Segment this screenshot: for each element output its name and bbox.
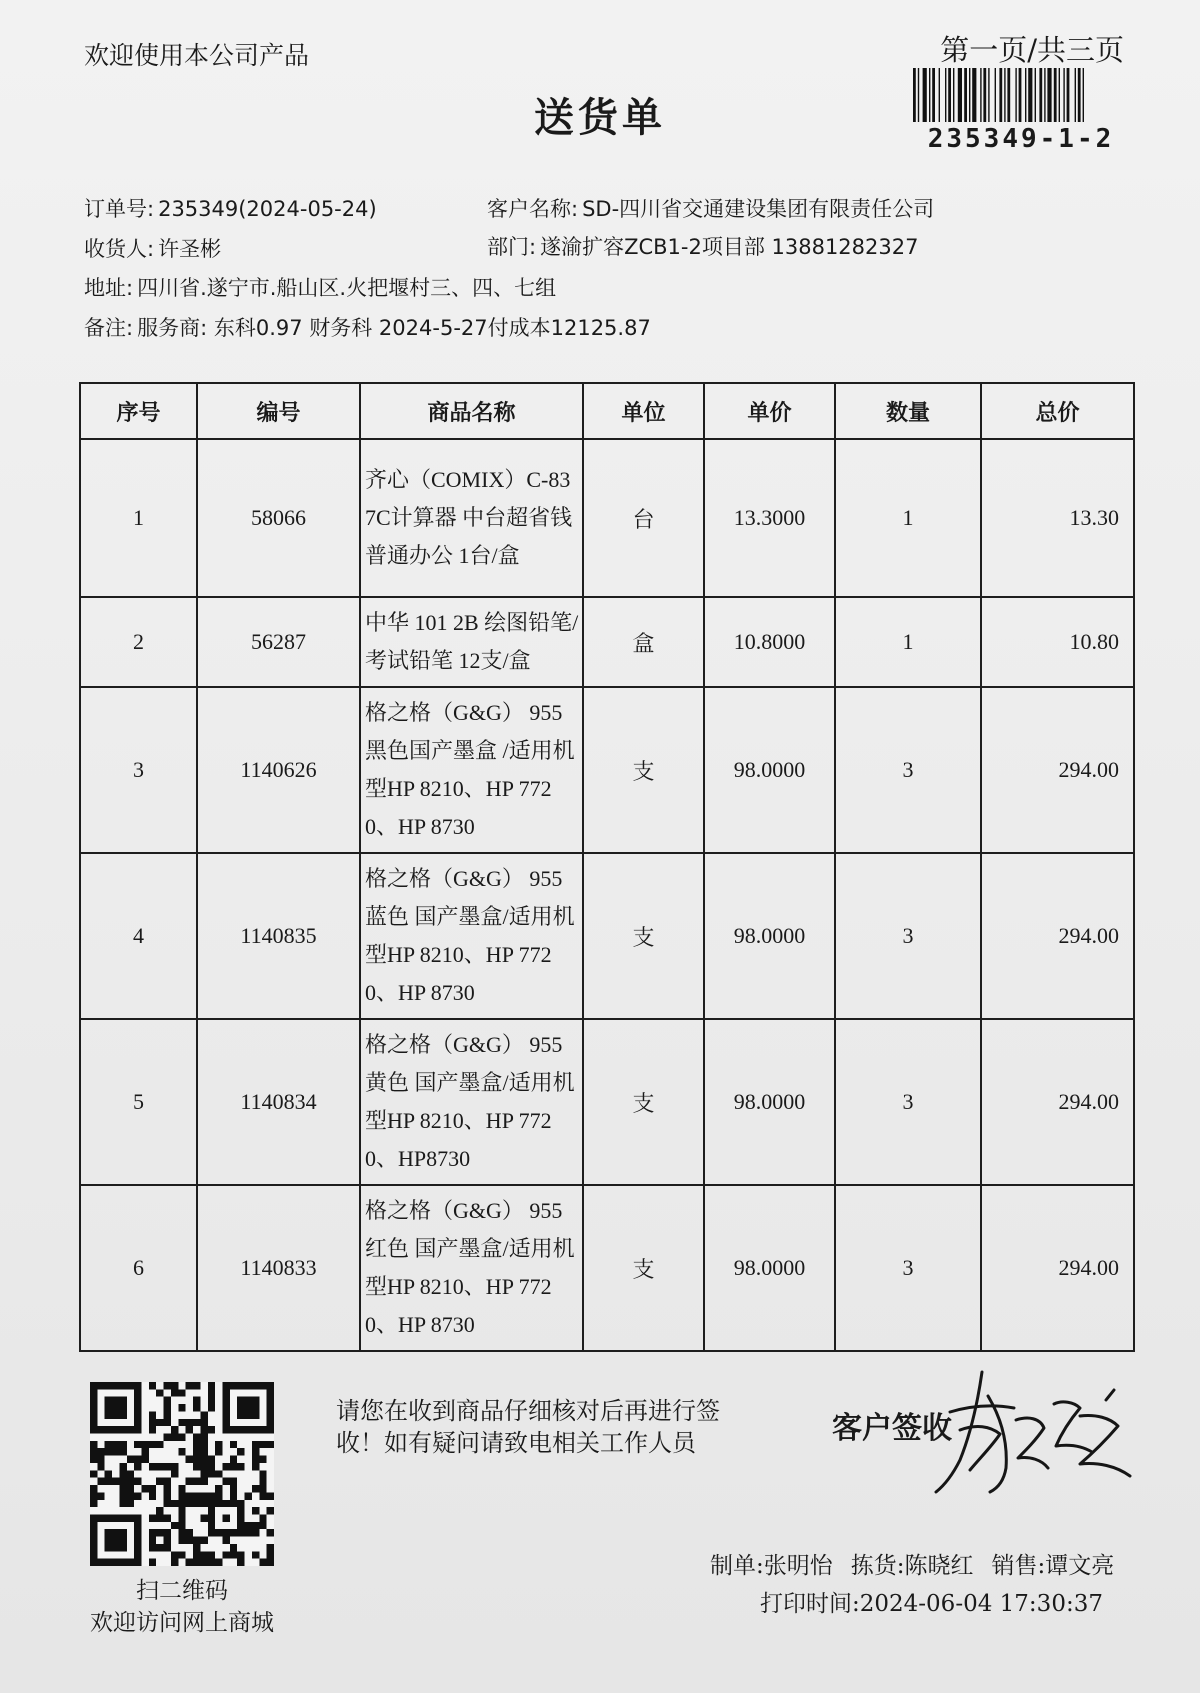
welcome-text: 欢迎使用本公司产品 [84, 41, 310, 70]
remark-label: 备注: [84, 316, 134, 340]
department [487, 231, 918, 261]
barcode-number: 235349-1-2 [927, 124, 1115, 154]
table-row [80, 1185, 1134, 1351]
sign-notice: 请您在收到商品仔细核对后再进行签收！如有疑问请致电相关工作人员 [336, 1397, 720, 1457]
receiver [84, 233, 221, 263]
cell-unit: 盒 [583, 597, 704, 687]
cell-unit: 支 [583, 687, 704, 853]
cell-unit-price: 98.0000 [704, 1185, 835, 1351]
order-number-label: 订单号: [84, 197, 155, 221]
header-code: 编号 [197, 383, 360, 439]
receiver-label: 收货人: [84, 237, 155, 261]
address-value: 四川省.遂宁市.船山区.火把堰村三、四、七组 [137, 276, 557, 300]
cell-total: 294.00 [981, 1019, 1134, 1185]
cell-unit-price: 13.3000 [704, 439, 835, 597]
header-unit: 单位 [583, 383, 704, 439]
cell-seq: 2 [80, 597, 197, 687]
cell-seq: 3 [80, 687, 197, 853]
cell-total: 10.80 [981, 597, 1134, 687]
cell-unit-price: 10.8000 [704, 597, 835, 687]
table-row [80, 687, 1134, 853]
cell-total: 294.00 [981, 853, 1134, 1019]
cell-total: 294.00 [981, 687, 1134, 853]
header-quantity: 数量 [835, 383, 981, 439]
cell-product-name: 格之格（G&G） 955 黑色国产墨盒 /适用机型HP 8210、HP 7720、HP 8730 [360, 687, 583, 853]
header-total: 总价 [981, 383, 1134, 439]
cell-code: 56287 [197, 597, 360, 687]
cell-unit: 支 [583, 1019, 704, 1185]
cell-code: 1140835 [197, 853, 360, 1019]
cell-code: 1140833 [197, 1185, 360, 1351]
table-row [80, 853, 1134, 1019]
cell-seq: 4 [80, 853, 197, 1019]
customer-name-label: 客户名称: [487, 197, 579, 221]
cell-seq: 6 [80, 1185, 197, 1351]
address-label: 地址: [84, 276, 134, 300]
cell-total: 13.30 [981, 439, 1134, 597]
header-product-name: 商品名称 [360, 383, 583, 439]
print-time: 打印时间:2024-06-04 17:30:37 [760, 1591, 1103, 1617]
maker-name: 制单:张明怡 [710, 1553, 833, 1579]
cell-code: 1140626 [197, 687, 360, 853]
cell-quantity: 3 [835, 1019, 981, 1185]
page-number: 第一页/共三页 [940, 33, 1124, 67]
customer-signature [930, 1360, 1150, 1500]
cell-product-name: 格之格（G&G） 955 蓝色 国产墨盒/适用机型HP 8210、HP 7720、HP 8730 [360, 853, 583, 1019]
cell-seq: 5 [80, 1019, 197, 1185]
qr-caption-scan: 扫二维码 [136, 1578, 228, 1604]
order-number-value: 235349(2024-05-24) [158, 197, 377, 221]
cell-unit: 支 [583, 853, 704, 1019]
customer-sign-label: 客户签收 [832, 1411, 952, 1446]
table-header-row [80, 383, 1134, 439]
cell-quantity: 3 [835, 853, 981, 1019]
cell-unit-price: 98.0000 [704, 687, 835, 853]
document-title: 送货单 [534, 95, 666, 141]
table-row [80, 1019, 1134, 1185]
header-unit-price: 单价 [704, 383, 835, 439]
department-label: 部门: [487, 235, 537, 259]
table-row [80, 439, 1134, 597]
cell-quantity: 1 [835, 439, 981, 597]
table-row [80, 597, 1134, 687]
cell-quantity: 3 [835, 1185, 981, 1351]
cell-seq: 1 [80, 439, 197, 597]
order-number [84, 193, 377, 223]
customer-name-value: SD-四川省交通建设集团有限责任公司 [582, 197, 935, 221]
receiver-value: 许圣彬 [158, 237, 222, 261]
cell-product-name: 格之格（G&G） 955 红色 国产墨盒/适用机型HP 8210、HP 7720、HP 8730 [360, 1185, 583, 1351]
qr-caption-mall: 欢迎访问网上商城 [90, 1610, 274, 1636]
sales-name: 销售:谭文亮 [991, 1553, 1115, 1579]
cell-product-name: 齐心（COMIX）C-837C计算器 中台超省钱普通办公 1台/盒 [360, 439, 583, 597]
address [84, 272, 556, 302]
items-table [79, 382, 1135, 1352]
cell-unit-price: 98.0000 [704, 1019, 835, 1185]
cell-quantity: 1 [835, 597, 981, 687]
remark [84, 312, 651, 342]
cell-unit: 台 [583, 439, 704, 597]
cell-unit-price: 98.0000 [704, 853, 835, 1019]
cell-quantity: 3 [835, 687, 981, 853]
cell-total: 294.00 [981, 1185, 1134, 1351]
cell-code: 58066 [197, 439, 360, 597]
department-value: 遂渝扩容ZCB1-2项目部 13881282327 [540, 235, 919, 259]
staff-info [710, 1547, 1160, 1580]
picker-name: 拣货:陈晓红 [850, 1553, 974, 1579]
remark-value: 服务商: 东科0.97 财务科 2024-5-27付成本12125.87 [137, 316, 651, 340]
header-seq: 序号 [80, 383, 197, 439]
customer-name [487, 193, 934, 223]
cell-unit: 支 [583, 1185, 704, 1351]
cell-code: 1140834 [197, 1019, 360, 1185]
cell-product-name: 中华 101 2B 绘图铅笔/考试铅笔 12支/盒 [360, 597, 583, 687]
cell-product-name: 格之格（G&G） 955 黄色 国产墨盒/适用机型HP 8210、HP 7720、HP8730 [360, 1019, 583, 1185]
qr-code-image [90, 1382, 274, 1566]
